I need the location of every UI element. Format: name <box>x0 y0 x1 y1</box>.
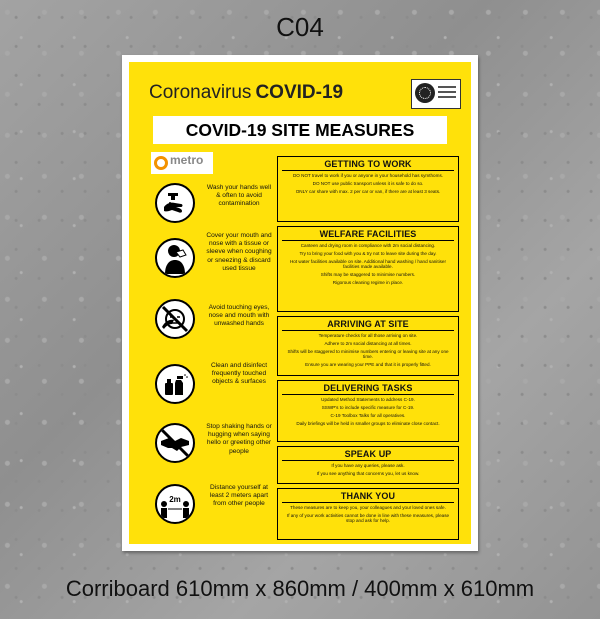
health-authority-logo <box>411 79 461 109</box>
section-line: Ensure you are wearing your PPE and that it is properly fitted. <box>305 362 431 368</box>
seal-icon <box>415 83 435 103</box>
poster-banner: COVID-19 SITE MEASURES <box>153 116 447 144</box>
metro-mark-icon <box>154 156 168 170</box>
section-line: Hot water facilities available on site. Additional hand washing / hand sanitiser facilities made available. <box>289 259 447 270</box>
section-line: DO NOT travel to work if you or anyone in your household has symthoms. <box>292 173 444 178</box>
section-delivering-tasks <box>277 380 459 442</box>
brand-thin-text: Coronavirus <box>149 82 252 103</box>
section-thank-you <box>277 488 459 540</box>
section-line: If any of your work activities cannot be done in line with these measures, please stop and ask for help. <box>286 513 450 524</box>
section-line: Shifts may be staggered to minimise numbers. <box>320 272 416 278</box>
section-speak-up <box>277 446 459 484</box>
hygiene-text: Stop shaking hands or hugging when saying hello or greeting other people <box>206 423 272 455</box>
company-logo-text: metro <box>170 153 204 167</box>
section-title: SPEAK UP <box>282 447 454 461</box>
hygiene-text: Cover your mouth and nose with a tissue or sleeve when coughing or sneezing & discard used tissue <box>206 232 272 272</box>
section-line: Try to bring your food with you & try not to leave site during the day. <box>299 251 437 256</box>
product-code: C04 <box>276 12 324 42</box>
section-line: Rigorous cleaning regime in place. <box>332 280 404 286</box>
section-title: DELIVERING TASKS <box>282 381 454 395</box>
sign-board <box>122 55 478 551</box>
hygiene-text: Distance yourself at least 2 meters apart from other people <box>209 484 269 508</box>
section-title: ARRIVING AT SITE <box>282 317 454 331</box>
section-line: C-19 Toolbox Talks for all operatives. <box>330 413 406 418</box>
section-welfare-facilities <box>277 226 459 312</box>
section-line: These measures are to keep you, your colleagues and your loved ones safe. <box>290 505 446 510</box>
section-line: Temperature checks for all those arriving on site. <box>318 333 418 338</box>
hygiene-text: Clean and disinfect frequently touched objects & surfaces <box>210 362 268 386</box>
section-line: Canteen and drying room in compliance with 2m social distancing. <box>300 243 436 248</box>
no-handshake-icon <box>155 423 195 463</box>
hygiene-text: Wash your hands well & often to avoid contamination <box>206 184 272 208</box>
section-line: Adhere to 2m social distancing at all times. <box>324 341 412 346</box>
distance-badge: 2m <box>169 495 181 504</box>
section-title: GETTING TO WORK <box>282 157 454 171</box>
size-caption: Corriboard 610mm x 860mm / 400mm x 610mm <box>65 576 535 601</box>
cough-tissue-icon <box>155 238 195 278</box>
brand-bold-text: COVID-19 <box>255 82 344 103</box>
section-line: SSWP's to include specific measure for C-19. <box>321 405 415 410</box>
section-line: If you see anything that concerns you, let us know. <box>316 471 420 476</box>
section-title: WELFARE FACILITIES <box>282 227 454 241</box>
section-line: Daily briefings will be held in smaller groups to eliminate close contact. <box>296 421 440 426</box>
section-arriving-at-site <box>277 316 459 376</box>
distance-2m-icon <box>155 484 195 524</box>
section-line: ONLY car share with max. 2 per car or van, if there are at least 3 seats. <box>295 189 441 194</box>
cleaning-spray-icon <box>155 364 195 404</box>
company-logo <box>151 152 213 174</box>
poster-brand <box>149 82 343 104</box>
section-getting-to-work <box>277 156 459 222</box>
section-line: Shifts will be staggered to minimise numbers entering or leaving site at any one time. <box>287 349 449 360</box>
section-line: If you have any queries, please ask. <box>331 463 405 468</box>
hand-washing-icon <box>155 183 195 223</box>
section-line: Updated Method Statements to address C-19. <box>321 397 415 402</box>
section-title: THANK YOU <box>282 489 454 503</box>
poster <box>129 62 471 544</box>
hygiene-text: Avoid touching eyes, nose and mouth with unwashed hands <box>208 304 270 328</box>
no-face-touch-icon <box>155 299 195 339</box>
section-line: DO NOT use public transport unless it is safe to do so. <box>312 181 424 186</box>
